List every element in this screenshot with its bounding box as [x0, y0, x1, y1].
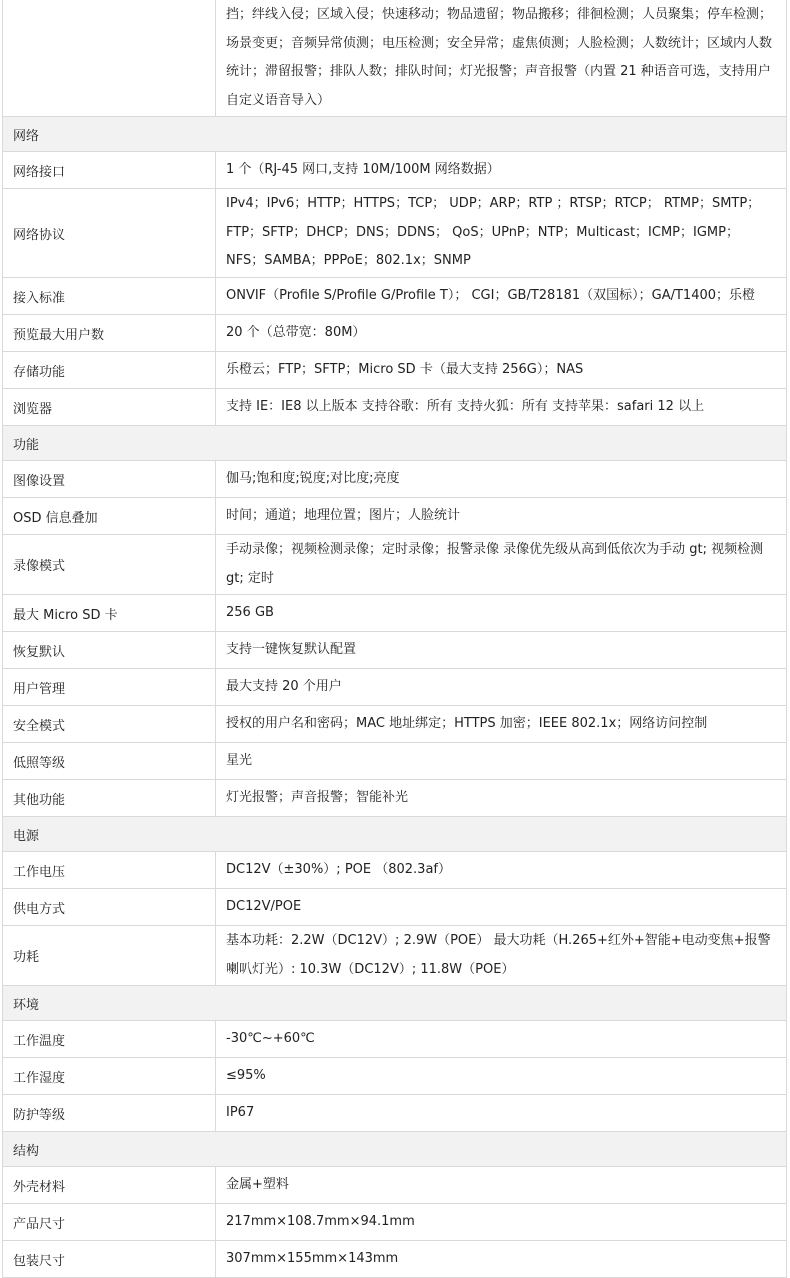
spec-key: 网络协议: [3, 189, 216, 278]
spec-value: 乐橙云；FTP；SFTP；Micro SD 卡（最大支持 256G）；NAS: [216, 352, 787, 389]
spec-value: IPv4；IPv6；HTTP；HTTPS；TCP； UDP；ARP；RTP ；RTSP；RTCP； RTMP；SMTP；FTP；SFTP；DHCP；DNS；DDNS； QoS；UPnP；NTP；Multicast；ICMP；IGMP；NFS；SAMBA；PPPoE；802.1x；SNMP: [216, 189, 787, 278]
section-title: 网络: [3, 117, 787, 152]
spec-key: OSD 信息叠加: [3, 498, 216, 535]
spec-value: 1 个（RJ-45 网口,支持 10M/100M 网络数据）: [216, 152, 787, 189]
section-title: 功能: [3, 426, 787, 461]
spec-key: 接入标准: [3, 278, 216, 315]
table-row: [3, 389, 787, 426]
spec-key: 录像模式: [3, 535, 216, 595]
spec-value: 基本功耗：2.2W（DC12V）; 2.9W（POE） 最大功耗（H.265+红外+智能+电动变焦+报警喇叭灯光）: 10.3W（DC12V）; 11.8W（POE）: [216, 926, 787, 986]
table-row: [3, 498, 787, 535]
spec-key: [3, 0, 216, 117]
spec-value: 挡；绊线入侵；区域入侵；快速移动；物品遗留；物品搬移；徘徊检测；人员聚集；停车检测；场景变更；音频异常侦测；电压检测；安全异常；虚焦侦测；人脸检测；人数统计；区域内人数统计；滞留报警；排队人数；排队时间；灯光报警；声音报警（内置 21 种语音可选，支持用户自定义语音导入）: [216, 0, 787, 117]
table-row: [3, 852, 787, 889]
spec-key: 安全模式: [3, 706, 216, 743]
section-title: 结构: [3, 1132, 787, 1167]
table-row: [3, 632, 787, 669]
spec-key: 其他功能: [3, 780, 216, 817]
table-row: [3, 461, 787, 498]
spec-value: ONVIF（Profile S/Profile G/Profile T）； CGI；GB/T28181（双国标）；GA/T1400；乐橙: [216, 278, 787, 315]
table-row: [3, 780, 787, 817]
table-row: [3, 706, 787, 743]
spec-key: 浏览器: [3, 389, 216, 426]
spec-key: 最大 Micro SD 卡: [3, 595, 216, 632]
spec-value: ≤95%: [216, 1058, 787, 1095]
table-row: [3, 889, 787, 926]
spec-value: 伽马;饱和度;锐度;对比度;亮度: [216, 461, 787, 498]
spec-key: 恢复默认: [3, 632, 216, 669]
spec-value: 217mm×108.7mm×94.1mm: [216, 1204, 787, 1241]
spec-key: 工作温度: [3, 1021, 216, 1058]
spec-key: 包装尺寸: [3, 1241, 216, 1278]
table-row: [3, 352, 787, 389]
spec-key: 功耗: [3, 926, 216, 986]
spec-value: 支持 IE：IE8 以上版本 支持谷歌：所有 支持火狐：所有 支持苹果：safari 12 以上: [216, 389, 787, 426]
spec-key: 预览最大用户数: [3, 315, 216, 352]
table-row: [3, 926, 787, 986]
spec-value: 256 GB: [216, 595, 787, 632]
spec-key: 防护等级: [3, 1095, 216, 1132]
spec-value: 灯光报警；声音报警；智能补光: [216, 780, 787, 817]
table-row: [3, 1241, 787, 1278]
spec-value: 20 个（总带宽：80M）: [216, 315, 787, 352]
spec-value: 星光: [216, 743, 787, 780]
table-row: [3, 1167, 787, 1204]
spec-key: 外壳材料: [3, 1167, 216, 1204]
spec-key: 工作电压: [3, 852, 216, 889]
table-row: [3, 278, 787, 315]
section-header: [3, 117, 787, 152]
table-row: [3, 1021, 787, 1058]
table-row: [3, 315, 787, 352]
spec-key: 工作湿度: [3, 1058, 216, 1095]
spec-key: 图像设置: [3, 461, 216, 498]
spec-value: 手动录像；视频检测录像；定时录像；报警录像 录像优先级从高到低依次为手动 gt; 视频检测 gt; 定时: [216, 535, 787, 595]
spec-value: IP67: [216, 1095, 787, 1132]
spec-key: 网络接口: [3, 152, 216, 189]
spec-value: 支持一键恢复默认配置: [216, 632, 787, 669]
spec-value: 最大支持 20 个用户: [216, 669, 787, 706]
table-row: [3, 669, 787, 706]
table-row: [3, 189, 787, 278]
table-row: [3, 1095, 787, 1132]
table-row: [3, 0, 787, 117]
spec-table: [2, 0, 787, 1278]
spec-key: 产品尺寸: [3, 1204, 216, 1241]
table-row: [3, 1204, 787, 1241]
section-header: [3, 426, 787, 461]
spec-value: 金属+塑料: [216, 1167, 787, 1204]
spec-key: 存储功能: [3, 352, 216, 389]
spec-value: -30℃~+60℃: [216, 1021, 787, 1058]
spec-value: 授权的用户名和密码；MAC 地址绑定；HTTPS 加密；IEEE 802.1x；网络访问控制: [216, 706, 787, 743]
spec-key: 用户管理: [3, 669, 216, 706]
section-title: 电源: [3, 817, 787, 852]
spec-value: 307mm×155mm×143mm: [216, 1241, 787, 1278]
section-title: 环境: [3, 986, 787, 1021]
spec-key: 低照等级: [3, 743, 216, 780]
section-header: [3, 817, 787, 852]
section-header: [3, 986, 787, 1021]
table-row: [3, 595, 787, 632]
spec-value: 时间；通道；地理位置；图片；人脸统计: [216, 498, 787, 535]
spec-value: DC12V（±30%）; POE （802.3af）: [216, 852, 787, 889]
spec-value: DC12V/POE: [216, 889, 787, 926]
table-row: [3, 152, 787, 189]
table-row: [3, 535, 787, 595]
section-header: [3, 1132, 787, 1167]
table-row: [3, 743, 787, 780]
table-row: [3, 1058, 787, 1095]
spec-key: 供电方式: [3, 889, 216, 926]
